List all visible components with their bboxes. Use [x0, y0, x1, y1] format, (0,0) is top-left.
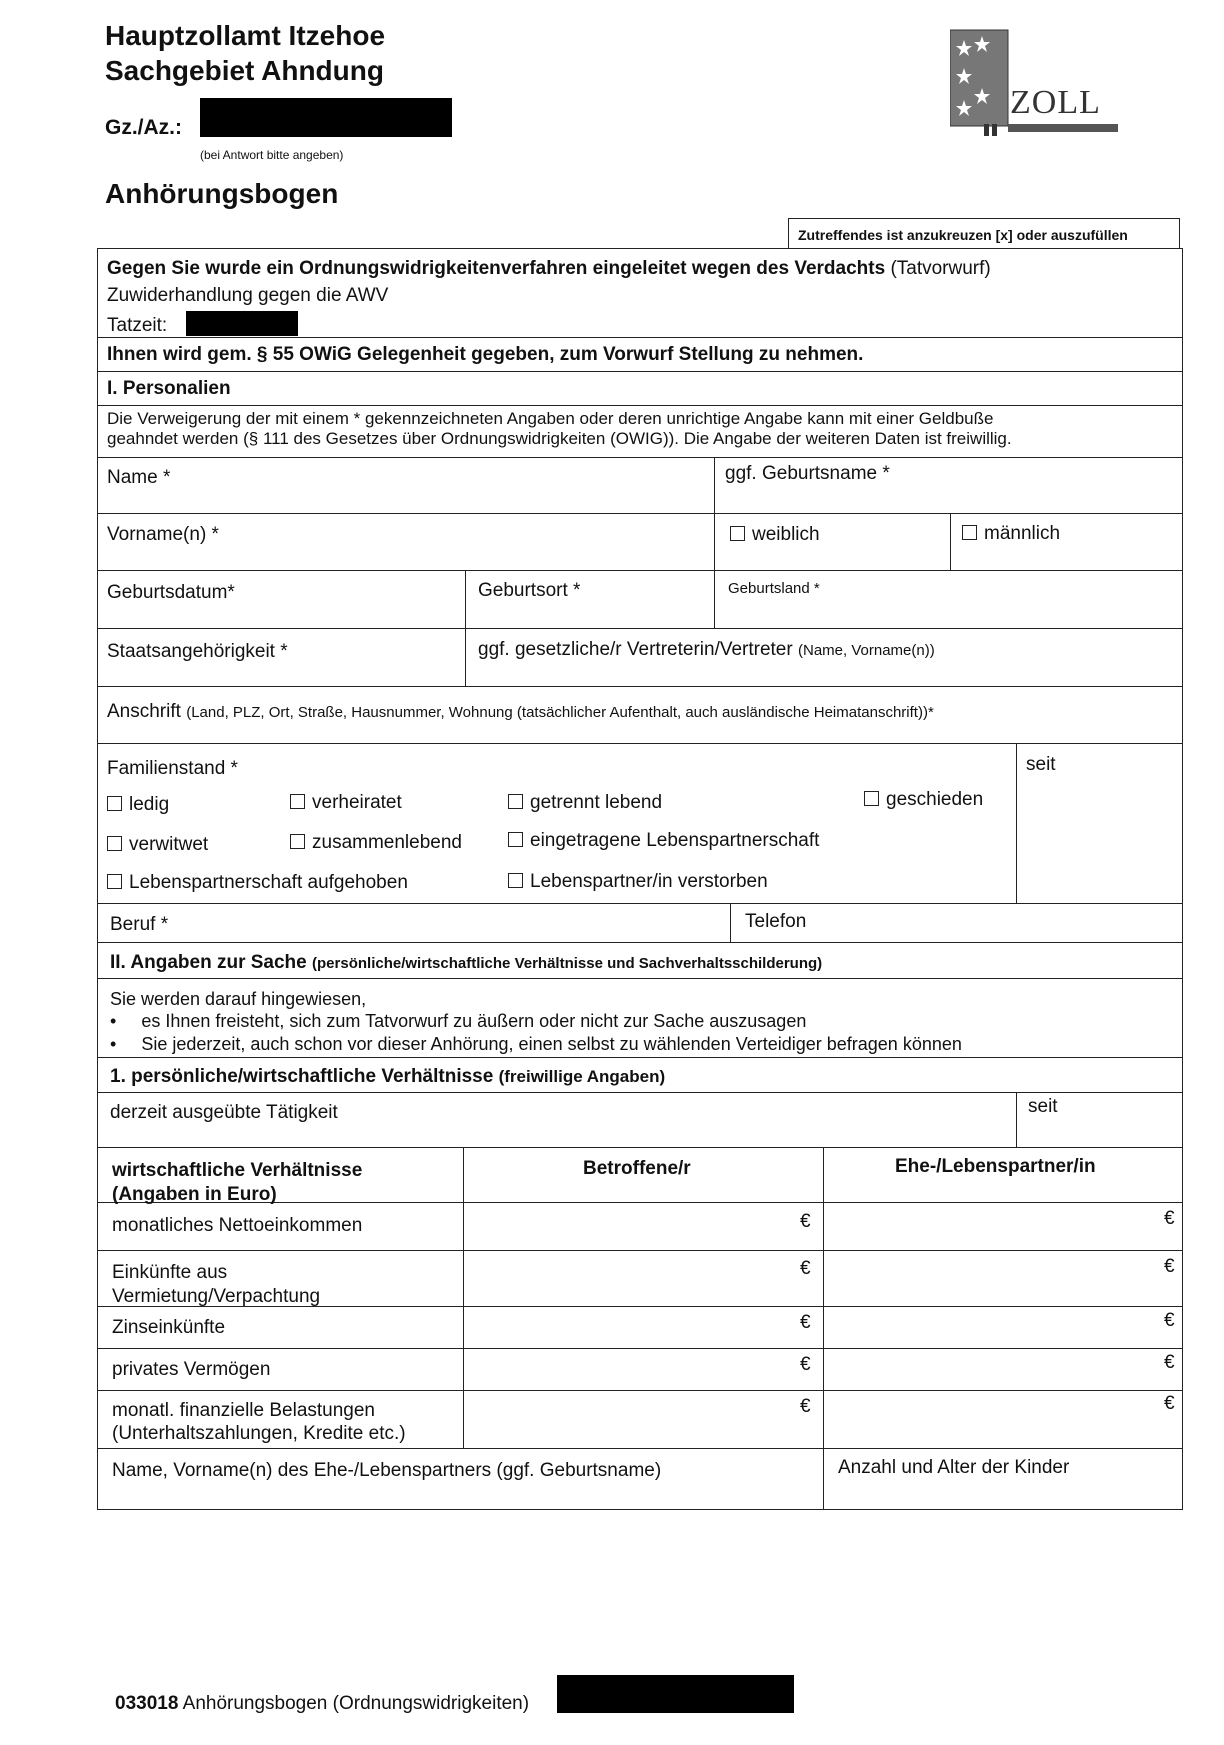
marital-zusammenlebend-label: zusammenlebend	[312, 832, 462, 853]
marital-getrennt[interactable]	[508, 792, 662, 814]
row-assets-label: privates Vermögen	[112, 1359, 271, 1380]
offense-time-redaction	[186, 311, 298, 336]
rule	[97, 1348, 1183, 1349]
rule	[97, 1057, 1183, 1058]
checkbox-icon[interactable]	[508, 794, 523, 809]
rule	[97, 1250, 1183, 1251]
birth-name-field-label[interactable]: ggf. Geburtsname *	[725, 463, 890, 484]
rule	[97, 1147, 1183, 1148]
assets-person-currency[interactable]: €	[800, 1354, 811, 1375]
checkbox-icon[interactable]	[290, 834, 305, 849]
finances-header-label-2: (Angaben in Euro)	[112, 1184, 277, 1205]
representative-label: ggf. gesetzliche/r Vertreterin/Vertreter	[478, 639, 793, 660]
rule	[97, 570, 1183, 571]
rule	[1016, 743, 1017, 903]
birth-date-field-label[interactable]: Geburtsdatum*	[107, 582, 235, 603]
rule	[97, 457, 1183, 458]
matter-heading-hint: (persönliche/wirtschaftliche Verhältnisse und Sachverhaltsschilderung)	[312, 955, 823, 972]
sub-heading-text: 1. persönliche/wirtschaftliche Verhältnisse	[110, 1066, 494, 1087]
marital-getrennt-label: getrennt lebend	[530, 792, 663, 813]
burden-person-currency[interactable]: €	[800, 1396, 811, 1417]
offense-time-label: Tatzeit:	[107, 315, 168, 336]
female-checkbox[interactable]	[730, 524, 820, 546]
rule	[97, 743, 1183, 744]
representative-field-label[interactable]	[478, 639, 935, 662]
marital-eingetragen[interactable]	[508, 830, 819, 852]
finances-header-label-1: wirtschaftliche Verhältnisse	[112, 1160, 363, 1181]
rule	[950, 513, 951, 570]
checkbox-icon[interactable]	[107, 836, 122, 851]
female-label: weiblich	[752, 524, 820, 545]
current-activity-field-label[interactable]: derzeit ausgeübte Tätigkeit	[110, 1102, 338, 1123]
marital-verstorben[interactable]	[508, 871, 768, 893]
representative-hint: (Name, Vorname(n))	[798, 642, 935, 659]
rule	[823, 1147, 824, 1510]
rule	[97, 978, 1183, 979]
form-number: 033018	[115, 1693, 179, 1714]
zoll-logo	[950, 28, 1120, 138]
rule	[1016, 1092, 1017, 1147]
children-field-label[interactable]: Anzahl und Alter der Kinder	[838, 1457, 1070, 1478]
zoll-logo-text: ZOLL	[1010, 84, 1101, 121]
rental-person-currency[interactable]: €	[800, 1258, 811, 1279]
checkbox-icon[interactable]	[864, 791, 879, 806]
phone-field-label[interactable]: Telefon	[745, 911, 807, 932]
marital-zusammenlebend[interactable]	[290, 832, 462, 854]
partner-name-field-label[interactable]: Name, Vorname(n) des Ehe-/Lebenspartners (ggf. Geburtsname)	[112, 1460, 662, 1481]
matter-bullet-2-text: Sie jederzeit, auch schon vor dieser Anhörung, einen selbst zu wählenden Verteidiger befragen können	[141, 1034, 962, 1054]
reference-redaction	[200, 98, 452, 137]
reference-label: Gz./Az.:	[105, 116, 182, 139]
checkbox-icon[interactable]	[107, 796, 122, 811]
address-hint: (Land, PLZ, Ort, Straße, Hausnummer, Wohnung (tatsächlicher Aufenthalt, auch ausländische Heimatanschrift))*	[186, 704, 934, 721]
marital-aufgehoben[interactable]	[107, 872, 408, 894]
checkbox-icon[interactable]	[290, 794, 305, 809]
matter-bullet-1-text: es Ihnen freisteht, sich zum Tatvorwurf zu äußern oder nicht zur Sache auszusagen	[141, 1011, 807, 1031]
marital-eingetragen-label: eingetragene Lebenspartnerschaft	[530, 830, 820, 851]
burden-partner-currency[interactable]: €	[1164, 1393, 1175, 1414]
rule	[97, 628, 1183, 629]
personal-notice-line2: geahndet werden (§ 111 des Gesetzes über Ordnungswidrigkeiten (OWIG)). Die Angabe der weiteren Daten ist freiwillig.	[107, 429, 1012, 448]
marital-status-label: Familienstand *	[107, 758, 238, 779]
bullet-icon: •	[110, 1011, 117, 1031]
rule	[97, 337, 1183, 338]
row-burden-label-1: monatl. finanzielle Belastungen	[112, 1400, 376, 1421]
rule	[97, 942, 1183, 943]
male-label: männlich	[984, 523, 1061, 544]
marital-geschieden[interactable]	[864, 789, 983, 811]
rule	[97, 513, 1183, 514]
matter-heading	[110, 952, 822, 975]
net-income-partner-currency[interactable]: €	[1164, 1208, 1175, 1229]
checkbox-icon[interactable]	[107, 874, 122, 889]
rule	[97, 686, 1183, 687]
finances-col-person: Betroffene/r	[583, 1158, 691, 1179]
form-title: Anhörungsbogen (Ordnungswidrigkeiten)	[182, 1693, 530, 1714]
row-net-income-label: monatliches Nettoeinkommen	[112, 1215, 363, 1236]
personal-heading: I. Personalien	[107, 378, 231, 399]
office-name: Hauptzollamt Itzehoe	[105, 20, 386, 51]
name-field-label[interactable]: Name *	[107, 467, 171, 488]
row-rental-label-2: Vermietung/Verpachtung	[112, 1286, 321, 1307]
row-rental-label-1: Einkünfte aus	[112, 1262, 228, 1283]
rule	[730, 903, 731, 942]
bullet-icon: •	[110, 1034, 117, 1054]
marital-verheiratet-label: verheiratet	[312, 792, 402, 813]
checkbox-icon[interactable]	[962, 525, 977, 540]
rule	[97, 1092, 1183, 1093]
accusation-heading-suffix: (Tatvorwurf)	[890, 258, 991, 279]
assets-partner-currency[interactable]: €	[1164, 1352, 1175, 1373]
checkbox-icon[interactable]	[508, 873, 523, 888]
net-income-person-currency[interactable]: €	[800, 1211, 811, 1232]
interest-person-currency[interactable]: €	[800, 1312, 811, 1333]
matter-heading-text: II. Angaben zur Sache	[110, 952, 307, 973]
marital-verwitwet-label: verwitwet	[129, 834, 209, 855]
marital-since-label: seit	[1026, 754, 1056, 775]
marital-ledig-label: ledig	[129, 794, 170, 815]
nationality-field-label[interactable]: Staatsangehörigkeit *	[107, 641, 288, 662]
checkbox-icon[interactable]	[508, 832, 523, 847]
matter-bullet-1	[110, 1010, 806, 1032]
marital-ledig[interactable]	[107, 794, 169, 816]
rule	[714, 457, 715, 628]
marital-verheiratet[interactable]	[290, 792, 402, 814]
rental-partner-currency[interactable]: €	[1164, 1256, 1175, 1277]
profession-field-label[interactable]: Beruf *	[110, 914, 169, 935]
owig-notice: Ihnen wird gem. § 55 OWiG Gelegenheit gegeben, zum Vorwurf Stellung zu nehmen.	[107, 344, 864, 365]
page-title: Anhörungsbogen	[105, 178, 339, 209]
rule	[465, 570, 466, 686]
marital-verstorben-label: Lebenspartner/in verstorben	[530, 871, 768, 892]
rule	[97, 1448, 1183, 1449]
matter-intro: Sie werden darauf hingewiesen,	[110, 989, 367, 1009]
birth-place-field-label[interactable]: Geburtsort *	[478, 580, 581, 601]
rule	[97, 371, 1183, 372]
matter-bullet-2	[110, 1033, 962, 1055]
marital-geschieden-label: geschieden	[886, 789, 984, 810]
activity-since-label: seit	[1028, 1096, 1058, 1117]
marital-verwitwet[interactable]	[107, 834, 208, 856]
rule	[97, 903, 1183, 904]
footer-redaction	[557, 1675, 794, 1713]
accusation-heading	[107, 258, 991, 280]
instruction-text: Zutreffendes ist anzukreuzen [x] oder auszufüllen	[798, 227, 1128, 243]
first-name-field-label[interactable]: Vorname(n) *	[107, 524, 219, 545]
personal-notice-line1: Die Verweigerung der mit einem * gekennzeichneten Angaben oder deren unrichtige Angabe kann mit einer Geldbuße	[107, 409, 994, 428]
row-interest-label: Zinseinkünfte	[112, 1317, 226, 1338]
reference-hint: (bei Antwort bitte angeben)	[200, 148, 344, 162]
footer	[115, 1693, 529, 1715]
row-burden-label-2: (Unterhaltszahlungen, Kredite etc.)	[112, 1423, 406, 1444]
accusation-heading-text: Gegen Sie wurde ein Ordnungswidrigkeitenverfahren eingeleitet wegen des Verdachts	[107, 258, 886, 279]
sub-heading	[110, 1066, 665, 1088]
rule	[97, 405, 1183, 406]
finances-col-partner: Ehe-/Lebenspartner/in	[895, 1156, 1096, 1177]
interest-partner-currency[interactable]: €	[1164, 1310, 1175, 1331]
rule	[463, 1147, 464, 1448]
accusation-text: Zuwiderhandlung gegen die AWV	[107, 285, 389, 306]
marital-aufgehoben-label: Lebenspartnerschaft aufgehoben	[129, 872, 408, 893]
birth-country-field-label[interactable]: Geburtsland *	[728, 580, 820, 597]
rule	[97, 1390, 1183, 1391]
checkbox-icon[interactable]	[730, 526, 745, 541]
address-field-label[interactable]	[107, 701, 934, 724]
department-name: Sachgebiet Ahndung	[105, 55, 384, 86]
sub-heading-hint: (freiwillige Angaben)	[498, 1067, 666, 1086]
male-checkbox[interactable]	[962, 523, 1060, 545]
address-label: Anschrift	[107, 701, 181, 722]
